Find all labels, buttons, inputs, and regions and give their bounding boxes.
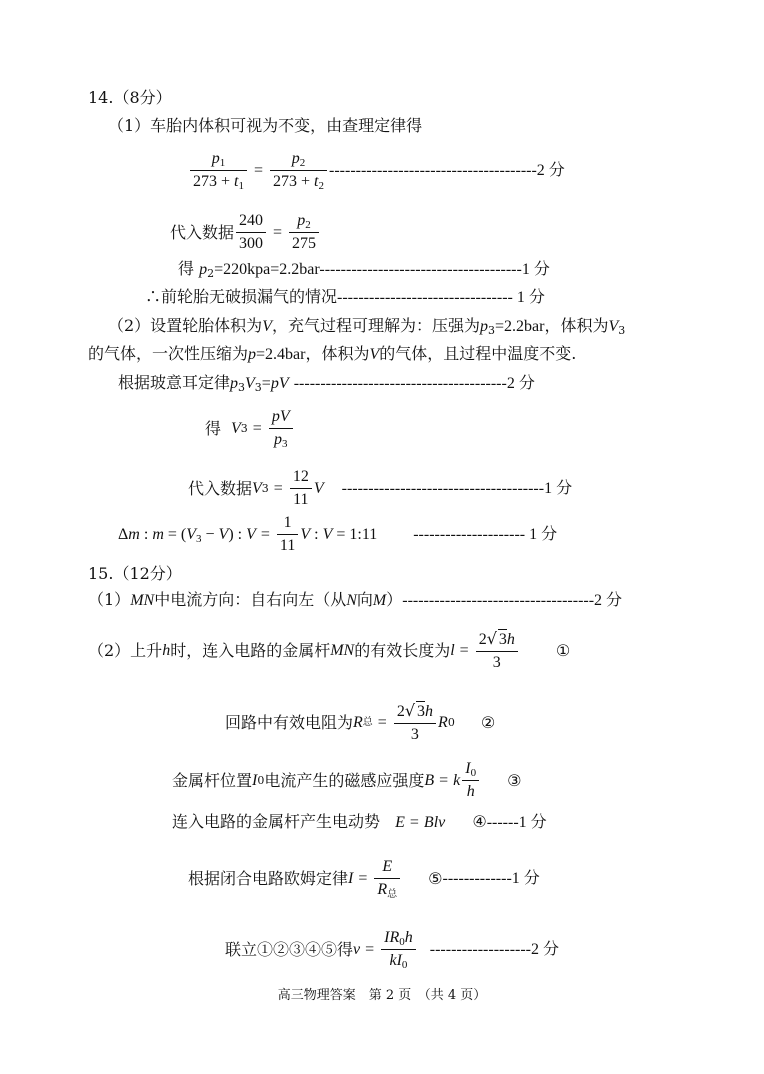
score-line: ------1 分 — [486, 814, 547, 831]
q14-mass-ratio: Δm : $m = (V_3 - V)$ : V = $\frac{1}{11}$ V : V = 1:11 --------------------- 1 分 — [118, 514, 558, 554]
q15-heading: 15.（12分） — [88, 564, 182, 583]
q14-v3-value: 代入数据 V 3 = $\frac{12}{11}$ V --------------------------------------1 分 — [188, 468, 573, 508]
score-line: --------------------------------- 1 分 — [337, 289, 545, 306]
q15-part2-length: （2）上升 h 时，连入电路的金属杆 MN 的有效长度为 l = $\frac{2√ 3h}{3}$ ① — [88, 629, 571, 671]
marker-3: ③ — [507, 770, 522, 790]
q14-eq-charles: $\frac{p_1}{273 + t_1}$ = $\frac{p_2}{273 + t_2}$ ---------------------------------------2 分 — [188, 148, 565, 193]
substitution-label: 代入数据 — [170, 222, 235, 242]
q14-conclusion: ∴前轮胎无破损漏气的情况--------------------------------- 1 分 — [145, 287, 545, 306]
score-line: --------------------- 1 分 — [413, 525, 558, 543]
q15-ohm: 根据闭合电路欧姆定律 I = $\frac{E}{R_总}$ ⑤ -------------1 分 — [188, 858, 540, 900]
q14-part2-line1: （2）设置轮胎体积为V，充气过程可理解为：压强为$p_3=2.2bar$，体积为$V_3$ — [108, 316, 626, 337]
q14-v3-formula: 得 V 3 = $\frac{pV}{p_3}$ — [205, 406, 295, 451]
marker-1: ① — [555, 641, 571, 660]
score-line: ----------------------------------------2 分 — [293, 375, 535, 392]
q14-boyle: 根据玻意耳定律$p_3V_3=pV$ ----------------------------------------2 分 — [118, 373, 535, 394]
q15-combine: 联立①②③④⑤得 v = $\frac{IR_0h}{kI_0}$ -------------------2 分 — [225, 929, 560, 971]
score-line: --------------------------------------1 分 — [341, 479, 573, 497]
marker-5: ⑤ — [428, 868, 443, 888]
q15-emf: 连入电路的金属杆产生电动势 E = Blv ④------1 分 — [172, 812, 547, 831]
page-footer: 高三物理答案 第 2 页 （共 4 页） — [277, 988, 487, 1003]
q14-result: 得 $p_2=220kpa=2.2bar--------------------------------------1$ 分 — [178, 259, 550, 280]
score-line: -------------------2 分 — [429, 940, 560, 958]
q15-resistance: 回路中有效电阻为 R 总 = $\frac{2√ 3h}{3}$ R 0 ② — [225, 701, 496, 743]
q14-part1-intro: （1）车胎内体积可视为不变，由查理定律得 — [108, 116, 423, 135]
marker-4: ④ — [472, 812, 487, 831]
q15-magnetic-field: 金属杆位置 I 0 电流产生的磁感应强度 B = k $\frac{I_0}{h}$ ③ — [172, 760, 522, 800]
q14-substitution: 代入数据 $\frac{240}{300}$ = $\frac{p_2}{275}$ — [170, 210, 321, 255]
score-line: ---------------------------------------2 分 — [329, 161, 565, 179]
score-line: --------------------------------------1 分 — [319, 261, 550, 278]
q15-part1: （1）MN中电流方向：自右向左（从N向M）------------------------------------2 分 — [88, 590, 623, 609]
marker-2: ② — [480, 713, 496, 732]
fraction-p1: $\frac{p_1}{273 + t_1}$ — [190, 148, 247, 193]
fraction-p2: $\frac{p_2}{273 + t_2}$ — [270, 148, 327, 193]
q14-heading: 14.（8分） — [88, 88, 172, 107]
score-line: -------------1 分 — [442, 869, 540, 887]
q14-part2-line2: 的气体，一次性压缩为p=2.4bar，体积为V的气体，且过程中温度不变. — [88, 344, 577, 363]
score-line: ------------------------------------2 分 — [402, 592, 623, 609]
